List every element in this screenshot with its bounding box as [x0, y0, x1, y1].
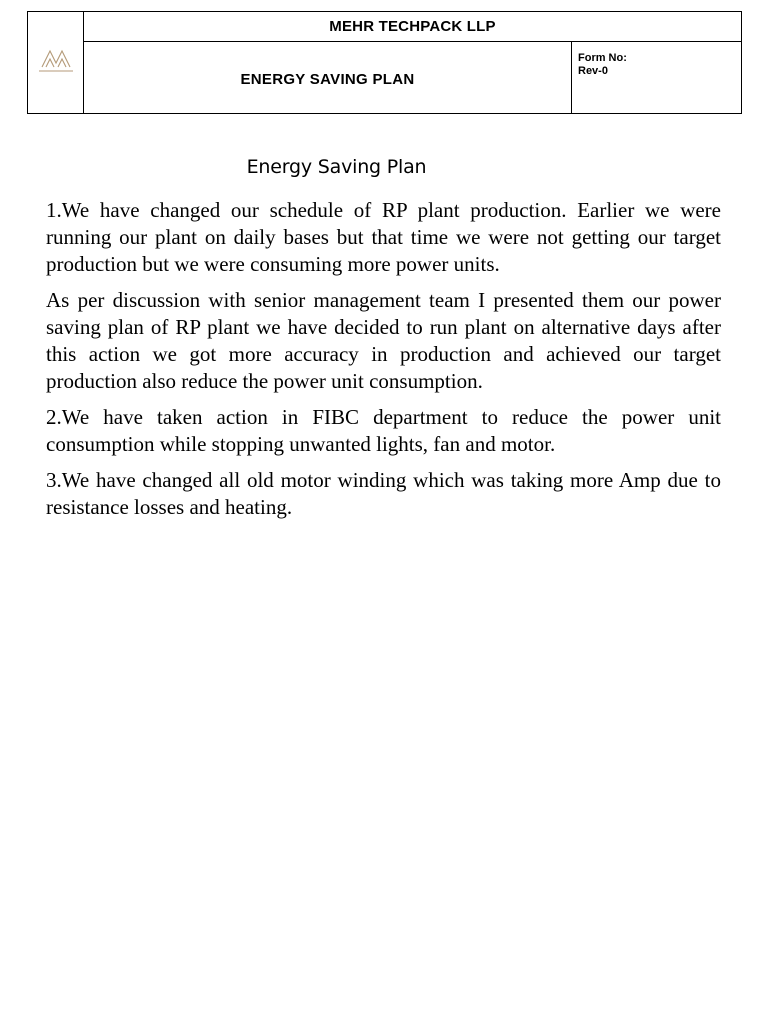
- logo-cell: [28, 12, 84, 114]
- paragraph: 3.We have changed all old motor winding which was taking more Amp due to resistance losses and heating.: [46, 468, 721, 519]
- mehr-techpack-logo-icon: [36, 45, 76, 75]
- document-header: [27, 11, 742, 114]
- form-info: [572, 42, 742, 114]
- company-name: MEHR TECHPACK LLP: [84, 12, 742, 42]
- page-heading: Energy Saving Plan: [246, 156, 427, 178]
- document-body: [46, 197, 721, 530]
- revision-label: Rev-0: [578, 64, 608, 77]
- document-title: ENERGY SAVING PLAN: [84, 42, 572, 114]
- paragraph: As per discussion with senior management team I presented them our power saving plan of RP plant we have decided to run plant on alternative days after this action we got more accuracy in production and achieved our target production also reduce the power unit consumption.: [46, 288, 721, 393]
- paragraph: 1.We have changed our schedule of RP plant production. Earlier we were running our plant on daily bases but that time we were not getting our target production but we were consuming more power units.: [46, 198, 721, 276]
- form-no-label: Form No:: [578, 51, 627, 64]
- paragraph: 2.We have taken action in FIBC department to reduce the power unit consumption while stopping unwanted lights, fan and motor.: [46, 405, 721, 456]
